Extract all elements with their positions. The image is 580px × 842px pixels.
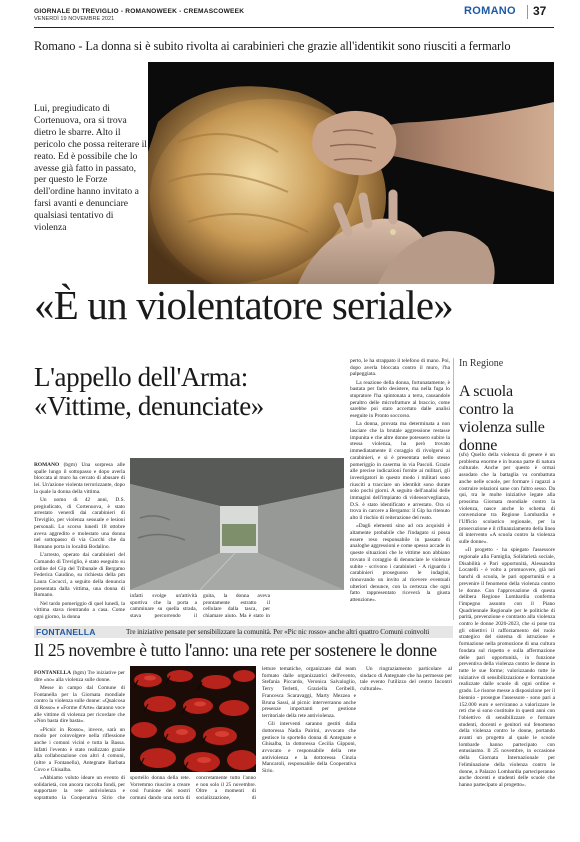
sidebar-divider: [453, 358, 454, 620]
bottom-headline: Il 25 novembre è tutto l'anno: una rete per sostenere le donne: [34, 640, 437, 660]
story-kicker: Romano - La donna si è subito rivolta ai carabinieri che grazie all'identikit sono riusciti a fermarlo: [34, 39, 511, 53]
publication-names: GIORNALE DI TREVIGLIO - ROMANOWEEK - CREMASCOWEEK: [34, 8, 245, 15]
article-headline: [34, 363, 344, 421]
paragraph: «Dagli elementi sino ad ora acquisiti è altamente probabile che l'indagato si possa essere reso responsabile in passato di analoghe aggressioni e come spesso accade in queste situazioni che le vittime non abbiano trovato il coraggio di denunciare le violenze subite - scrivono i carabinieri - A riguardo i carabinieri proseguono le indagini, rinnovando un invito al ricevere eventuali ulteriori denunce, con la certezza che ogni fatto rappresentato riceverà la giusta attenzione».: [350, 523, 450, 604]
sidebar-label: In Regione: [459, 358, 504, 369]
main-headline: «È un violentatore seriale»: [34, 282, 453, 328]
red-shoes-photo: [130, 666, 256, 772]
paragraph: [276, 593, 343, 620]
paragraph: Nel tardo pomeriggio di quel lunedì, la vittima stava rientrando a casa. Come ogni giorno, la donna: [34, 600, 125, 620]
byline: (bgm): [63, 462, 77, 468]
bottom-column-2: [130, 775, 256, 801]
header-separator: [527, 5, 528, 19]
sidebar-title: A scuola contro la violenza sulle donne: [459, 383, 545, 454]
paragraph: La reazione della donna, fortunatamente, è bastata per farlo desistere, ma nella fuga lo stupratore l'ha spintonata a terra, causandole peraltro delle microfratture al braccio, come sarebbe poi stato accertato dalle analisi eseguite in Pronto soccorso.: [350, 379, 450, 420]
paragraph: La donna, provata ma determinata a non lasciare che la brutale aggressione restasse impunita e che altre donne potessero subire la stessa violenza, ha però trovato immediatamente il coraggio di rivolgersi ai carabinieri, e si è presentata nello stesso pomeriggio in caserma in via Pascoli. Grazie alle precise indicazioni fornite ai militari, gli investigatori in questo modo i militari sono riusciti a tracciare un identikit sono durate solo pochi giorni. A seguito dell'analisi delle immagini dell'impianto di videosorveglianza, D.S. è stato identificato e arrestato. Ora si trova in carcere a Bergamo: il Gip ha ritenuto alto il rischio di reiterazione del reato.: [350, 421, 450, 522]
paragraph: Gli interventi saranno gestiti dalla dottoressa Nadia Pairini, avvocato che gestisce lo sportello donna di Antegnate e Ghisalba, la dottoressa Cecilia Gipponi, avvocato e responsabile della rete antiviolenza e la dottoressa Cinzia Mancaroli, responsabile della Cooperativa Sirio.: [262, 721, 356, 775]
paragraph: perto, le ha strappato il telefono di mano. Poi, dopo averla bloccata contro il muro, l'ha palpeggiata.: [350, 358, 450, 378]
paragraph: infatti svolge un'attività sportiva che la porta a camminare su quella strada, stava percorrendo il: [130, 593, 197, 620]
paragraph: «Abbiamo voluto ideare un evento di solidarietà, con ancora raccolta fondi, per supportare la rete antiviolenza e soprattutto la Cooperativa Sirio che: [34, 775, 125, 801]
sidebar-body: [459, 452, 555, 798]
article-headline-line2: «Vittime, denunciate»: [34, 391, 264, 421]
paragraph: Messe in campo dal Comune di Fontanella per la Giornata mondiale contro la violenza sulle donne: «Qualcosa di Rosso» e «Forme d'Arte» daranno voce alle vittime di violenza per ricordare che «Non basta dire basta».: [34, 684, 125, 725]
bottom-column-4: [360, 666, 452, 801]
paragraph: Un uomo di 42 anni, D.S. pregiudicato, di Cortenuova, è stato arrestato venerdì dai carabinieri di Treviglio, per violenza sessuale e lesioni personali. Lo scorso lunedì 18 ottobre aveva aggredito e molestato una donna nel sottopasso di via Cucchi che da Romano porta in località Bodalino.: [34, 497, 125, 550]
band-label: FONTANELLA: [36, 627, 96, 637]
article-headline-line1: L'appello dell'Arma:: [34, 362, 248, 392]
underpass-photo: [130, 458, 344, 590]
page-number: 37: [533, 4, 547, 18]
article-column-2: [130, 593, 344, 620]
band-summary: Tre iniziative pensate per sensibilizzare la comunità. Per «Pic nic rosso» anche altri quattro Comuni coinvolti: [126, 628, 430, 636]
paragraph: sportello donna della rete. Vorremmo riuscire a creare così l'unione dei nostri comuni dando una sorta di: [130, 775, 190, 801]
page-header: [34, 8, 294, 22]
paragraph: concretamente tutto l'anno e non solo il 25 novembre. Oltre a momenti di socializzazione, di: [196, 775, 256, 801]
dateline: FONTANELLA: [34, 670, 72, 676]
bottom-column-1: [34, 670, 125, 801]
issue-date: VENERDÌ 19 NOVEMBRE 2021: [34, 16, 115, 22]
paragraph: «Picnic in Rosso», invece, sarà un modo per coinvolgere nella riflessione anche i comuni vicini e tutta la Bassa. Infatti l'evento è stato realizzato grazie alla collaborazione con altri 4 comuni, (oltre a Fontanella), Antegnate Barbata Covo e Ghisalba.: [34, 726, 125, 773]
hero-photo: [148, 62, 554, 284]
byline: (bgm): [72, 670, 86, 676]
article-column-1: [34, 462, 125, 620]
paragraph: Tre iniziative per dire «no» alla violenza sulle donne.: [34, 670, 125, 683]
article-column-3: [350, 358, 450, 620]
paragraph: Una sorpresa alle spalle lungo il sottopasso e dopo averla bloccata al muro ha cercato di abusare di lei. Un'azione violenta terrorizzante, dopo la quale la donna della vittima.: [34, 462, 125, 495]
paragraph: letture tematiche, organizzate dal team formato dalle organizzatrici dell'evento, Stefania Piccardo, Veronica Salvaloglio, Terry Terletti, Graziella Ceribelli, Francesca Scaravaggi, Marty Mezzea e Bruna Sassi, al picnic interverranno anche presenze importanti per gestione territoriale della rete antiviolenza.: [262, 666, 356, 719]
header-rule: [34, 27, 554, 28]
paragraph: guita, la donna aveva prontamente estratto il cellulare dalla tasca, per chiamare aiuto. Ma è stato in: [203, 593, 270, 620]
story-intro: Lui, pregiudicato di Cortenuova, ora si trova dietro le sbarre. Alto il pericolo che possa reiterare il reato. Ed è possibile che lo avesse già fatto in passato, per questo le Forze dell'ordine hanno invitato a farsi avanti e denunciare qualsiasi tentativo di violenza: [34, 103, 147, 234]
paragraph: L'arresto, operato dai carabinieri del Comando di Treviglio, è stato eseguito su ordine del Gip del Tribunale di Bergamo Federica Gaudino, su richiesta della pm Laura Cocucci, a seguito della denuncia presentata dalla vittima, una donna di Romano.: [34, 552, 125, 599]
section-name: ROMANO: [464, 5, 516, 17]
paragraph: (sfs) Quello della violenza di genere è un problema enorme e in buona parte di natura culturale. Anche per questo è ormai assodato che la battaglia va combattuta anche nelle scuole, per formare i ragazzi a costruire relazioni sane con l'altro sesso. Da qui, tra le molte iniziative legate alla prossima Giornata mondiale contro la violenza, nasce anche lo schema di convenzione tra Regione Lombardia e l'Ufficio scolastico regionale, per la prosecuzione e il rifinanziamento della linea di intervento «A scuola contro la violenza sulle donne».: [459, 452, 555, 546]
paragraph: Un ringraziamento particolare al sindaco di Antegnate che ha permesso per tale evento l'utilizzo del centro Incontri culturale».: [360, 666, 452, 693]
dateline: ROMANO: [34, 462, 60, 468]
bottom-column-3: [262, 666, 356, 801]
paragraph: «Il progetto - ha spiegato l'assessore regionale alla Famiglia, Solidarietà sociale, Disabilità e Pari opportunità, Alessandra Locatelli - è volto a promuovere, già nei banchi di scuola, le pari opportunità e a prevenire il fenomeno della violenza contro le donne. Con l'approvazione di questa delibera Regione Lombardia conferma l'impegno assunto con il Piano Quadriennale Regionale per le politiche di parità, prevenzione e contrasto alla violenza contro le donne 2020-2023, che si pone tra gli obiettivi il rafforzamento del ruolo strategico del sistema di istruzione e formazione nella promozione di una cultura fondata sul rispetto e sulla affermazione delle pari opportunità, in funzione preventiva della violenza contro le donne in tutte le sue forme; valorizzando tutte le iniziative di sensibilizzazione e formazione realizzate dalle scuole di ogni ordine e grado. Le risorse messe a disposizione per il biennio - prosegue l'assessore - sono pari a 152.000 euro e serviranno a valorizzare le reti che si sono costituite in questi anni con l'obiettivo di sensibilizzare e formare studenti, docenti e genitori sul fenomeno della violenza contro le donne, portando avanti un progetto al quale le scuole lombarde hanno partecipato con entusiasmo. Il 25 novembre, in occasione della Giornata Internazionale per l'eliminazione della violenza contro le donne, a Palazzo Lombardia parteciperanno anche docenti e studenti delle scuole che hanno partecipato al progetto».: [459, 547, 555, 788]
